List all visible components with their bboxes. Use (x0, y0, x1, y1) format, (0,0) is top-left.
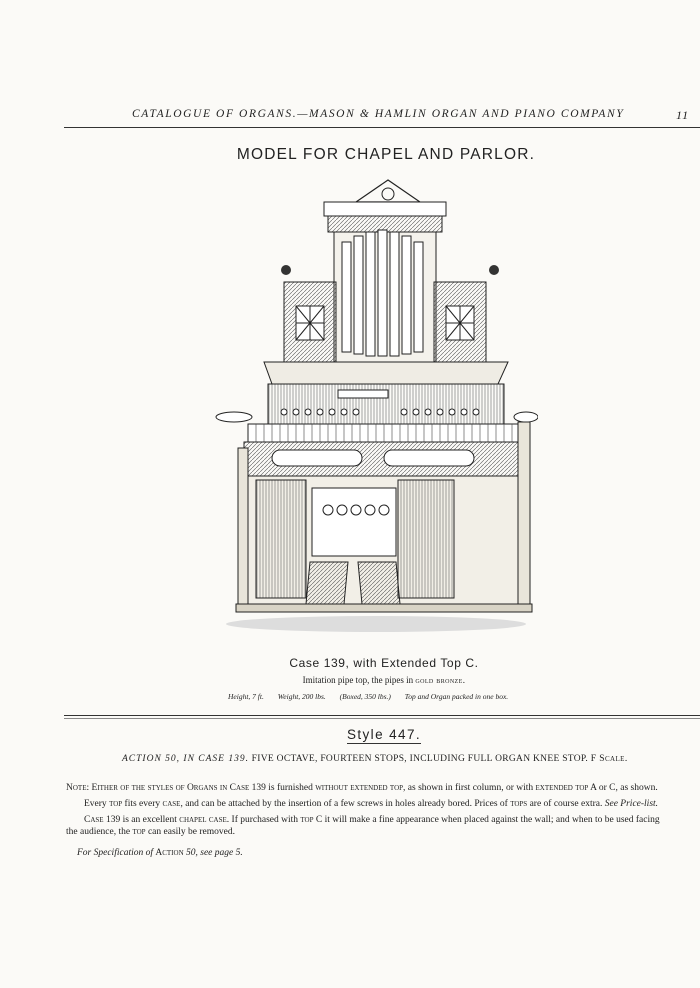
section-rule-thin (64, 718, 700, 719)
note-line-4 (66, 826, 700, 838)
action-line (122, 754, 682, 764)
note-text: A or C, as shown. (588, 783, 658, 793)
dimensions-line (228, 692, 548, 701)
note-text: fits every (122, 799, 163, 809)
action-description: FIVE OCTAVE, FOURTEEN STOPS, INCLUDING FULL ORGAN KNEE STOP. (251, 754, 589, 764)
note-extended-top: extended top (535, 783, 589, 793)
style-title (0, 727, 700, 744)
note-text: If purchased with (229, 815, 301, 825)
reed-organ-illustration (208, 172, 538, 636)
subcaption-finish: gold bronze. (415, 675, 466, 685)
action-scale: F Scale. (590, 754, 628, 764)
style-title-text: Style 447. (346, 727, 422, 742)
action-case: ACTION 50, IN CASE 139. (122, 754, 249, 764)
note-text: 139 is an excellent (103, 815, 180, 825)
note-text: , as shown in first column, or with (403, 783, 536, 793)
note-text: can easily be removed. (145, 827, 235, 837)
page-title: MODEL FOR CHAPEL AND PARLOR. (236, 146, 536, 163)
note-case: Case 139 (229, 783, 266, 793)
note-chapel-case: chapel case. (179, 815, 230, 825)
spec-suffix: 50, see page 5. (183, 848, 243, 858)
note-text: Note: Either of the styles of Organs in (66, 783, 230, 793)
height-spec: Height, 7 ft. (228, 692, 264, 701)
note-text: are of course extra. (527, 799, 605, 809)
note-text: is furnished (265, 783, 316, 793)
spec-prefix: For Specification of (77, 848, 156, 858)
note-top: top (300, 815, 314, 825)
figure-caption: Case 139, with Extended Top C. (289, 656, 479, 670)
note-case: case (162, 799, 181, 809)
note-text: the audience, the (66, 827, 133, 837)
specification-reference (77, 848, 243, 858)
subcaption-text: Imitation pipe top, the pipes in (302, 675, 416, 685)
note-text: , and can be attached by the insertion of a few screws in holes already bored. Prices of (180, 799, 511, 809)
header-rule (64, 127, 700, 128)
weight-spec: Weight, 200 lbs. (277, 692, 326, 701)
boxed-weight: (Boxed, 350 lbs.) (339, 692, 391, 701)
packing-note: Top and Organ packed in one box. (404, 692, 509, 701)
spec-action: Action (155, 848, 184, 858)
note-line-2 (84, 798, 700, 810)
section-rule (64, 715, 700, 716)
note-text: Every (84, 799, 110, 809)
note-top: top (132, 827, 146, 837)
price-list-reference: See Price-list. (604, 799, 659, 809)
page-number: 11 (676, 108, 690, 122)
running-header: CATALOGUE OF ORGANS.—MASON & HAMLIN ORGAN AND PIANO COMPANY (132, 108, 625, 120)
figure-subcaption (0, 675, 700, 685)
note-line-3 (84, 814, 700, 826)
note-tops: tops (510, 799, 528, 809)
note-case: Case (84, 815, 104, 825)
note-text: C it will make a fine appearance when placed against the wall; and when to be used facing (313, 815, 660, 825)
note-without-top: without extended top (315, 783, 404, 793)
note-top: top (109, 799, 123, 809)
note-line-1 (66, 782, 700, 794)
